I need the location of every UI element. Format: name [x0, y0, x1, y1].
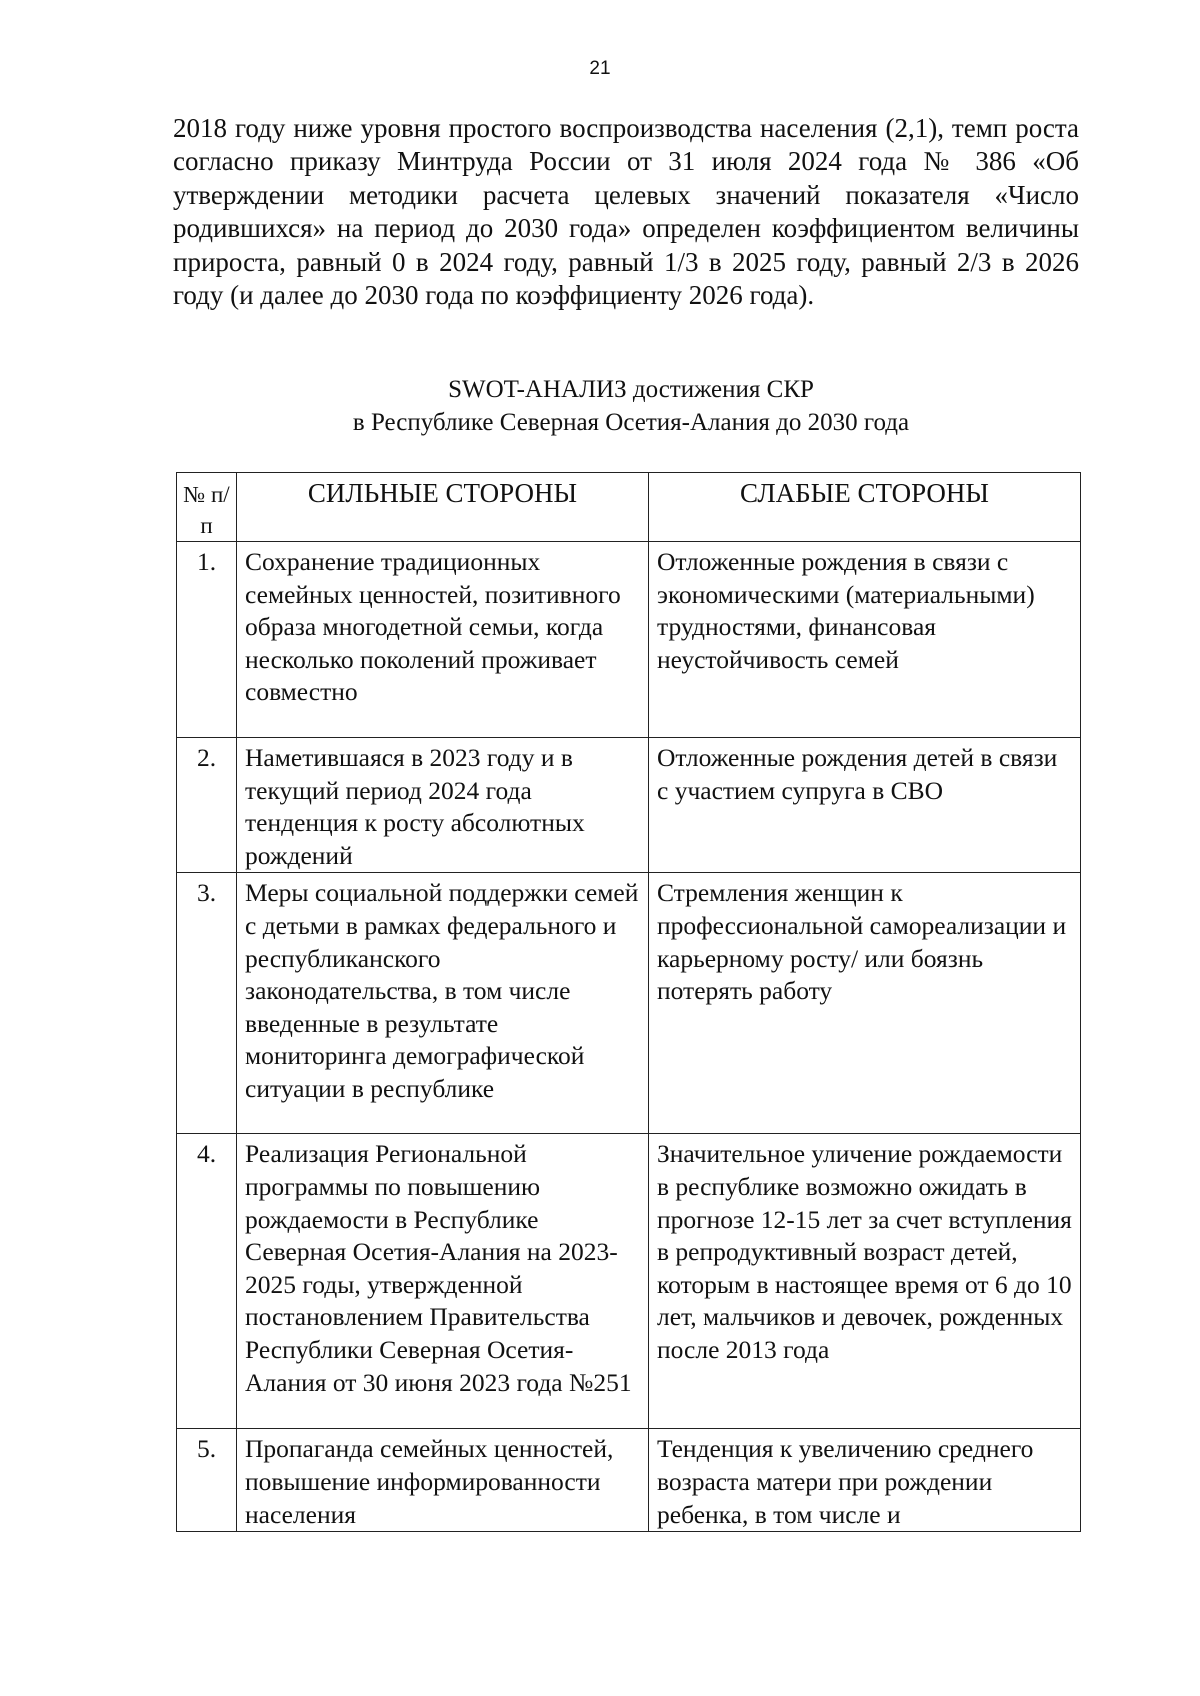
weakness-cell: Тенденция к увеличению среднего возраста матери при рождении ребенка, в том числе и	[649, 1429, 1081, 1532]
heading-line-1: SWOT-АНАЛИЗ достижения СКР	[448, 376, 814, 403]
strength-cell: Меры социальной поддержки семей с детьми в рамках федерального и республиканского законодательства, в том числе введенные в результате мониторинга демографической ситуации в республике	[237, 873, 649, 1134]
strength-cell: Сохранение традиционных семейных ценностей, позитивного образа многодетной семьи, когда несколько поколений проживает совместно	[237, 542, 649, 738]
table-row	[177, 1429, 1081, 1532]
row-number: 5.	[177, 1429, 237, 1532]
weakness-cell: Стремления женщин к профессиональной самореализации и карьерному росту/ или боязнь потерять работу	[649, 873, 1081, 1134]
row-number: 4.	[177, 1134, 237, 1429]
intro-paragraph: 2018 году ниже уровня простого воспроизводства населения (2,1), темп роста согласно приказу Минтруда России от 31 июля 2024 года № 386 «Об утверждении методики расчета целевых значений показателя «Число родившихся» на период до 2030 года» определен коэффициентом величины прироста, равный 0 в 2024 году, равный 1/3 в 2025 году, равный 2/3 в 2026 году (и далее до 2030 года по коэффициенту 2026 года).	[173, 113, 1079, 311]
weakness-cell: Отложенные рождения в связи с экономическими (материальными) трудностями, финансовая неустойчивость семей	[649, 542, 1081, 738]
header-strengths: СИЛЬНЫЕ СТОРОНЫ	[237, 473, 649, 542]
strength-cell: Реализация Региональной программы по повышению рождаемости в Республике Северная Осетия-Алания на 2023-2025 годы, утвержденной постановлением Правительства Республики Северная Осетия-Алания от 30 июня 2023 года №251	[237, 1134, 649, 1429]
row-number: 3.	[177, 873, 237, 1134]
swot-table	[176, 472, 1081, 1532]
page-number: 21	[589, 58, 611, 79]
strength-cell: Наметившаяся в 2023 году и в текущий период 2024 года тенденция к росту абсолютных рождений	[237, 738, 649, 873]
heading-line-2: в Республике Северная Осетия-Алания до 2030 года	[352, 409, 910, 436]
row-number: 2.	[177, 738, 237, 873]
strength-cell: Пропаганда семейных ценностей, повышение информированности населения	[237, 1429, 649, 1532]
header-weaknesses: СЛАБЫЕ СТОРОНЫ	[649, 473, 1081, 542]
table-header-row	[177, 473, 1081, 542]
table-row	[177, 873, 1081, 1134]
section-heading	[0, 373, 1200, 439]
row-number: 1.	[177, 542, 237, 738]
table-row	[177, 542, 1081, 738]
table-row	[177, 738, 1081, 873]
weakness-cell: Значительное уличение рождаемости в республике возможно ожидать в прогнозе 12-15 лет за счет вступления в репродуктивный возраст детей, которым в настоящее время от 6 до 10 лет, мальчиков и девочек, рожденных после 2013 года	[649, 1134, 1081, 1429]
weakness-cell: Отложенные рождения детей в связи с участием супруга в СВО	[649, 738, 1081, 873]
header-number: № п/п	[177, 473, 237, 542]
table-row	[177, 1134, 1081, 1429]
